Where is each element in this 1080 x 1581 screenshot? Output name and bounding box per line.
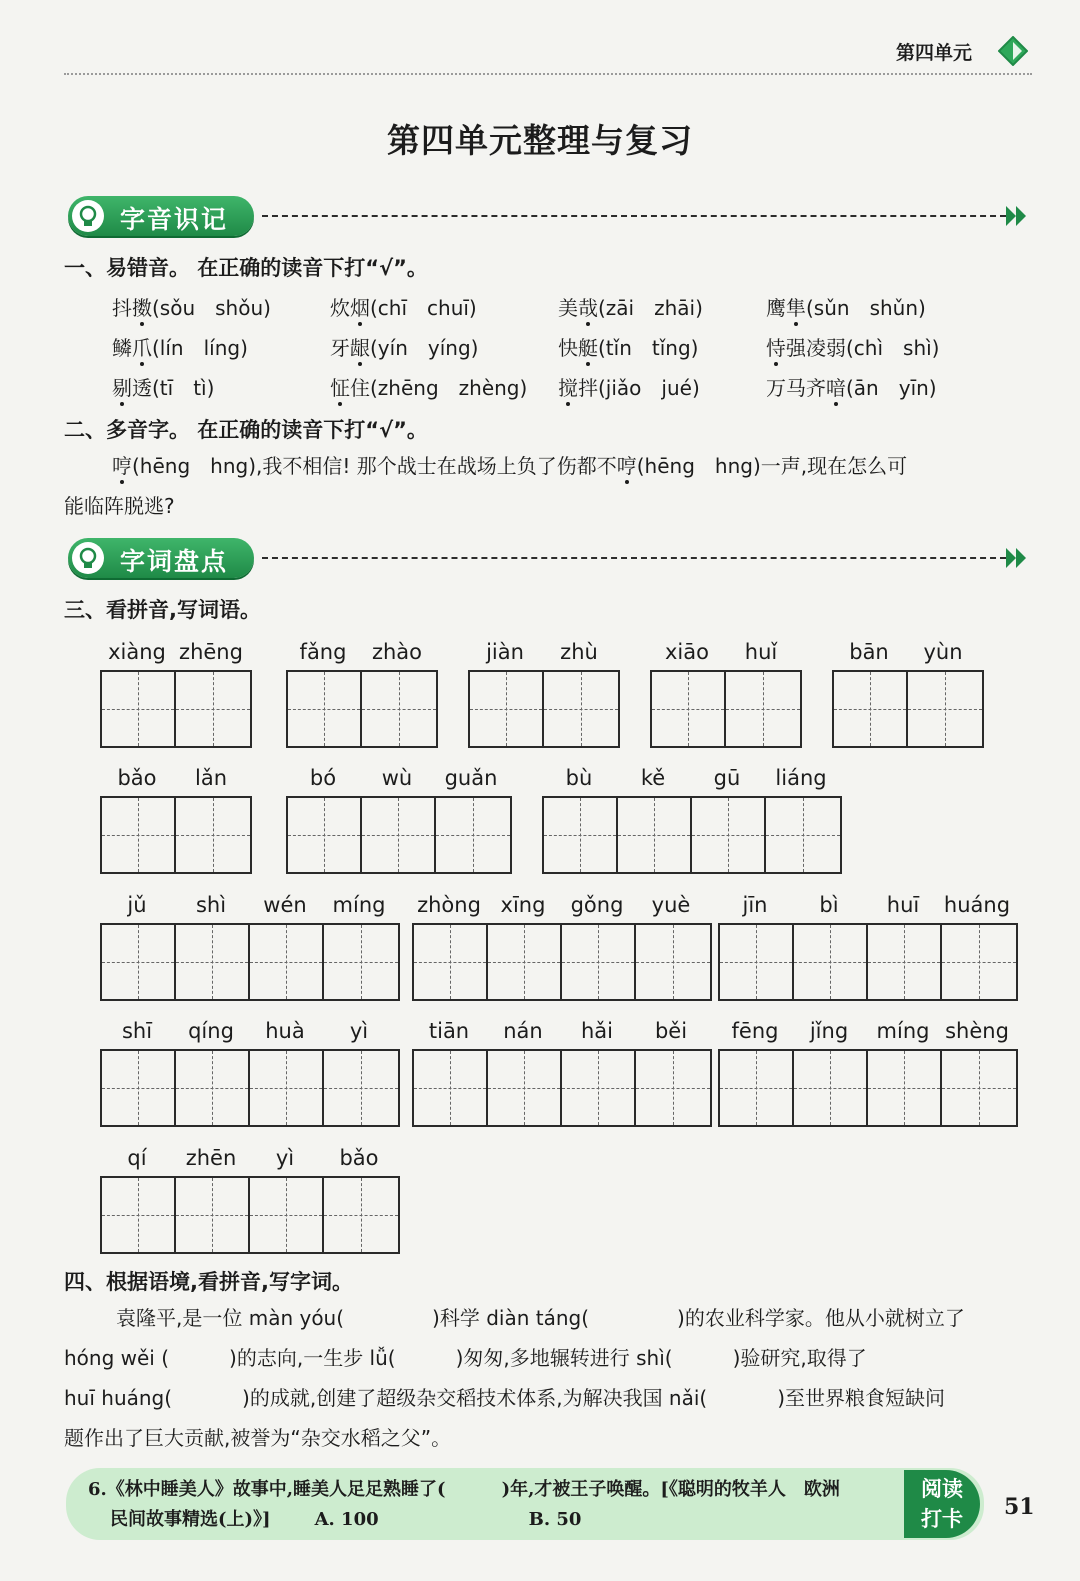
pinyin-label: huī	[886, 893, 920, 917]
writing-box[interactable]	[470, 672, 544, 746]
pronunciation-item: 剔透(tī tì)	[112, 376, 215, 400]
q1-heading: 一、易错音。 在正确的读音下打“√”。	[64, 256, 428, 280]
pinyin-label: kě	[640, 766, 666, 790]
pronunciation-item: 快艇(tǐn tǐng)	[558, 336, 699, 360]
pinyin-label: fēng	[731, 1019, 779, 1043]
pinyin-label: wù	[381, 766, 413, 790]
writing-box[interactable]	[250, 1051, 324, 1125]
double-arrow-icon	[1006, 204, 1028, 228]
writing-box[interactable]	[636, 925, 710, 999]
writing-box[interactable]	[362, 798, 436, 872]
pronunciation-item: 牙龈(yín yíng)	[330, 336, 479, 360]
pinyin-label: bì	[819, 893, 839, 917]
page-number: 51	[1004, 1494, 1035, 1520]
pinyin-label: zhù	[560, 640, 598, 664]
writing-box[interactable]	[436, 798, 510, 872]
pronunciation-item: 搅拌(jiǎo jué)	[558, 376, 700, 400]
writing-box[interactable]	[176, 672, 250, 746]
writing-box[interactable]	[544, 798, 618, 872]
pinyin-label: zhào	[371, 640, 423, 664]
pinyin-label: gū	[713, 766, 741, 790]
pinyin-word-group	[100, 1146, 400, 1254]
pronunciation-item: 恃强凌弱(chì shì)	[766, 336, 940, 360]
q4-heading: 四、根据语境,看拼音,写字词。	[64, 1270, 353, 1294]
writing-box[interactable]	[562, 1051, 636, 1125]
option-a[interactable]: A. 100	[314, 1509, 379, 1530]
page-title: 第四单元整理与复习	[387, 121, 693, 160]
writing-box[interactable]	[766, 798, 840, 872]
reading-checkin-badge: 阅读 打卡	[904, 1470, 980, 1538]
writing-box[interactable]	[488, 925, 562, 999]
pinyin-label: xiāo	[665, 640, 709, 664]
pinyin-label: xīng	[500, 893, 546, 917]
writing-box[interactable]	[176, 798, 250, 872]
pinyin-label: míng	[332, 893, 386, 917]
writing-box[interactable]	[176, 1051, 250, 1125]
pinyin-word-group	[718, 893, 1018, 1001]
pronunciation-item: 抖擞(sǒu shǒu)	[112, 296, 271, 320]
writing-box[interactable]	[488, 1051, 562, 1125]
pinyin-label: qí	[127, 1146, 147, 1170]
pinyin-label: bǎo	[339, 1146, 379, 1170]
writing-box[interactable]	[618, 798, 692, 872]
section-banner-phonetics	[68, 196, 1028, 238]
pinyin-word-group	[100, 766, 252, 874]
pronunciation-item: 万马齐喑(ān yīn)	[766, 376, 937, 400]
writing-box[interactable]	[720, 925, 794, 999]
pinyin-label: jǐng	[809, 1019, 849, 1043]
writing-box[interactable]	[102, 798, 176, 872]
pinyin-label: fǎng	[299, 640, 347, 664]
unit-tag: 第四单元	[895, 42, 972, 64]
pronunciation-item: 炊烟(chī chuī)	[330, 296, 477, 320]
writing-box[interactable]	[324, 1178, 398, 1252]
writing-box[interactable]	[720, 1051, 794, 1125]
writing-box[interactable]	[544, 672, 618, 746]
pinyin-label: hǎi	[580, 1019, 613, 1043]
pinyin-label: liáng	[775, 766, 827, 790]
writing-box[interactable]	[288, 672, 362, 746]
pinyin-label: guǎn	[444, 766, 498, 790]
writing-box[interactable]	[250, 925, 324, 999]
lightbulb-icon	[72, 200, 104, 232]
writing-box[interactable]	[636, 1051, 710, 1125]
writing-box[interactable]	[176, 1178, 250, 1252]
pinyin-word-group	[832, 640, 984, 748]
pinyin-label: míng	[876, 1019, 930, 1043]
pinyin-word-group	[100, 1019, 400, 1127]
diamond-icon	[998, 36, 1028, 66]
q4-paragraph: 袁隆平,是一位 màn yóu( )科学 diàn táng( )的农业科学家。他从小就树立了 hóng wěi ( )的志向,一生步 lǚ( )匆匆,多地辗转进行 shì( )验研究,取得了 huī huáng( )的成就,创建了超级杂交稻技术体系,为解决我国 nǎi( )至世界粮食短缺问 题作出了巨大贡献,被誉为“杂交水稻之父”。	[64, 1306, 965, 1450]
pronunciation-item: 美哉(zāi zhāi)	[558, 296, 703, 320]
writing-box[interactable]	[102, 1178, 176, 1252]
writing-box[interactable]	[324, 925, 398, 999]
pinyin-word-group	[468, 640, 620, 748]
writing-box[interactable]	[562, 925, 636, 999]
pinyin-label: zhēn	[185, 1146, 237, 1170]
pinyin-label: bān	[849, 640, 889, 664]
writing-box[interactable]	[942, 925, 1016, 999]
writing-box[interactable]	[652, 672, 726, 746]
pinyin-word-group	[286, 640, 438, 748]
pinyin-label: jīn	[742, 893, 768, 917]
pinyin-label: yùn	[923, 640, 963, 664]
pinyin-word-group	[286, 766, 512, 874]
pinyin-label: tiān	[428, 1019, 470, 1043]
pinyin-word-group	[650, 640, 802, 748]
writing-box[interactable]	[414, 925, 488, 999]
pinyin-label: wén	[263, 893, 307, 917]
section-title: 字词盘点	[120, 547, 229, 576]
writing-box[interactable]	[324, 1051, 398, 1125]
double-arrow-icon	[1006, 546, 1028, 570]
pinyin-label: yuè	[651, 893, 691, 917]
q2-paragraph: 哼(hēng hng),我不相信! 那个战士在战场上负了伤都不哼(hēng hng)一声,现在怎么可 能临阵脱逃?	[64, 454, 908, 518]
option-b[interactable]: B. 50	[528, 1509, 582, 1530]
writing-box[interactable]	[908, 672, 982, 746]
pinyin-label: běi	[654, 1019, 688, 1043]
pinyin-label: shì	[195, 893, 227, 917]
pinyin-label: gǒng	[570, 893, 624, 917]
pronunciation-item: 鹰隼(sǔn shǔn)	[766, 296, 926, 320]
writing-box[interactable]	[414, 1051, 488, 1125]
lightbulb-icon	[72, 542, 104, 574]
writing-box[interactable]	[288, 798, 362, 872]
section-banner-vocabulary	[68, 538, 1028, 580]
pinyin-label: jiàn	[486, 640, 524, 664]
q3-heading: 三、看拼音,写词语。	[64, 598, 261, 622]
pinyin-label: bó	[309, 766, 337, 790]
writing-box[interactable]	[794, 1051, 868, 1125]
pinyin-label: qíng	[188, 1019, 234, 1043]
pronunciation-item: 怔住(zhēng zhèng)	[330, 376, 528, 400]
pinyin-label: nán	[503, 1019, 543, 1043]
writing-box[interactable]	[102, 925, 176, 999]
pinyin-label: lǎn	[194, 766, 227, 790]
writing-box[interactable]	[362, 672, 436, 746]
writing-box[interactable]	[102, 672, 176, 746]
pinyin-word-group	[718, 1019, 1018, 1127]
pinyin-label: huǐ	[744, 640, 778, 664]
pronunciation-item: 鳞爪(lín líng)	[112, 336, 248, 360]
writing-box[interactable]	[176, 925, 250, 999]
writing-box[interactable]	[868, 925, 942, 999]
pinyin-label: zhēng	[179, 640, 243, 664]
pinyin-label: huáng	[943, 893, 1011, 917]
pinyin-word-group	[100, 640, 252, 748]
writing-box[interactable]	[102, 1051, 176, 1125]
top-rule	[64, 73, 1032, 75]
writing-box[interactable]	[794, 925, 868, 999]
pinyin-label: huà	[265, 1019, 305, 1043]
pinyin-label: bǎo	[117, 766, 157, 790]
pinyin-label: xiàng	[108, 640, 166, 664]
pinyin-label: jǔ	[127, 893, 147, 917]
pinyin-label: zhòng	[417, 893, 481, 917]
pinyin-label: shèng	[945, 1019, 1009, 1043]
writing-box[interactable]	[834, 672, 908, 746]
q2-heading: 二、多音字。 在正确的读音下打“√”。	[64, 418, 428, 442]
pinyin-word-group	[412, 1019, 712, 1127]
pinyin-word-group	[412, 893, 712, 1001]
writing-box[interactable]	[868, 1051, 942, 1125]
writing-box[interactable]	[250, 1178, 324, 1252]
writing-box[interactable]	[942, 1051, 1016, 1125]
section-title: 字音识记	[120, 205, 229, 234]
pinyin-word-group	[100, 893, 400, 1001]
pinyin-label: shī	[121, 1019, 153, 1043]
reading-question: 6.《林中睡美人》故事中,睡美人足足熟睡了( )年,才被王子唤醒。[《聪明的牧羊人 欧洲 民间故事精选(上)》] A. 100 B. 50	[88, 1479, 840, 1530]
writing-box[interactable]	[692, 798, 766, 872]
pinyin-label: yì	[349, 1019, 369, 1043]
pinyin-label: yì	[275, 1146, 295, 1170]
pinyin-word-group	[542, 766, 842, 874]
writing-box[interactable]	[726, 672, 800, 746]
pinyin-label: bù	[565, 766, 593, 790]
